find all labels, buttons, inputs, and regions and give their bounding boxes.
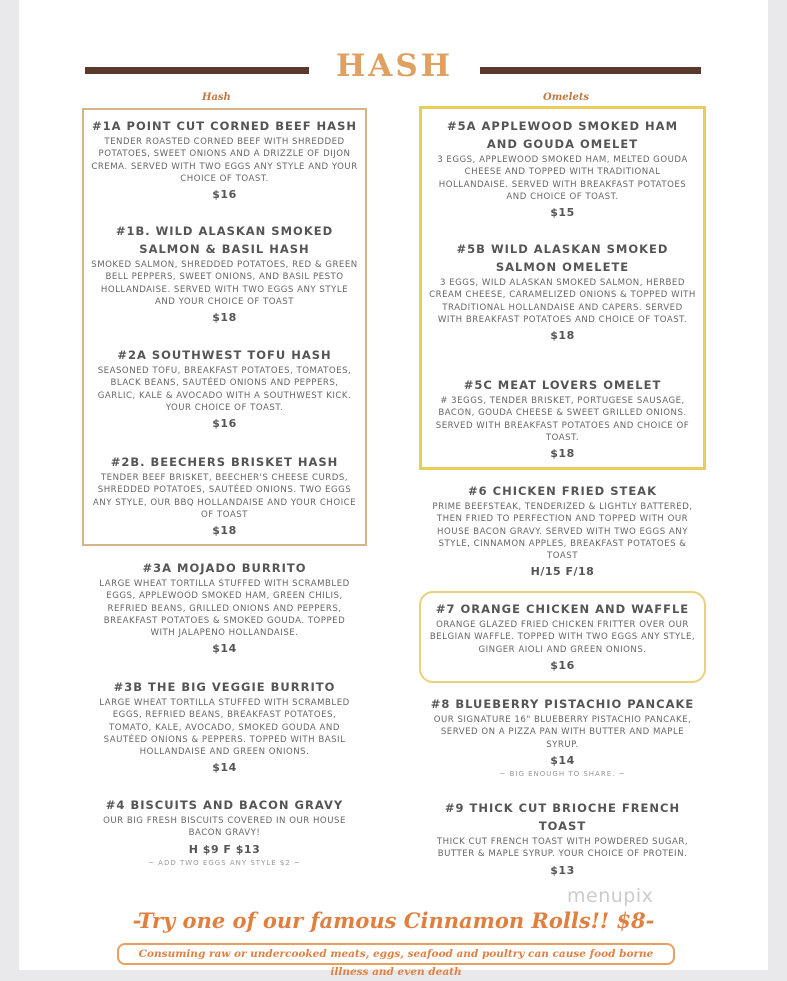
menu-item-8 [429,695,696,778]
item-price: $14 [550,753,575,767]
item-name: #1B. WILD ALASKAN SMOKED SALMON & BASIL HASH [115,224,334,256]
item-note: ~ ADD TWO EGGS ANY STYLE $2 ~ [148,858,301,867]
item-price: $13 [550,863,575,877]
omelets-column-label: Omelets [543,92,590,103]
item-name: #4 BISCUITS AND BACON GRAVY [105,798,344,812]
hash-column-label: Hash [202,92,231,103]
item-name: #8 BLUEBERRY PISTACHIO PANCAKE [430,697,695,711]
item-price: $18 [212,524,237,538]
header-rule-left [85,67,309,74]
item-description: SEASONED TOFU, BREAKFAST POTATOES, TOMATOES, BLACK BEANS, SAUTÉED ONIONS AND PEPPERS, GARLIC, KALE & AVOCADO WITH A SOUTHWEST KICK. YOUR CHOICE OF TOAST. [97,366,352,413]
item-description: LARGE WHEAT TORTILLA STUFFED WITH SCRAMBLED EGGS, REFRIED BEANS, BREAKFAST POTATOES, TOMATO, KALE, AVOCADO, SMOKED GOUDA AND SAUTÉED ONIONS & PEPPERS. TOPPED WITH BASIL HOLLANDAISE AND GREEN ONIONS. [99,698,350,758]
item-price: $18 [212,311,237,325]
menu-item-2b [91,453,358,537]
item-name: #5C MEAT LOVERS OMELET [463,378,662,392]
item-description: TENDER BEEF BRISKET, BEECHER'S CHEESE CURDS, SHREDDED POTATOES, SAUTÉED ONIONS. TWO EGGS ANY STYLE, OUR BBQ HOLLANDAISE AND YOUR CHOICE OF TOAST [92,473,357,520]
header-rule-right [480,67,701,74]
item-description: THICK CUT FRENCH TOAST WITH POWDERED SUGAR, BUTTER & MAPLE SYRUP. YOUR CHOICE OF PROTEIN. [436,837,689,860]
item-description: OUR SIGNATURE 16" BLUEBERRY PISTACHIO PANCAKE, SERVED ON A PIZZA PAN WITH BUTTER AND MAPLE SYRUP. [433,715,692,750]
menu-item-5a [429,117,696,219]
item-price: $18 [550,447,575,461]
item-price: $18 [550,329,575,343]
menu-page [19,0,768,978]
item-name: #3A MOJADO BURRITO [142,561,307,575]
menu-item-4 [91,796,358,867]
item-description: LARGE WHEAT TORTILLA STUFFED WITH SCRAMBLED EGGS, APPLEWOOD SMOKED HAM, GREEN CHILIS, REFRIED BEANS, GRILLED ONIONS AND PEPPERS, BREAKFAST POTATOES & SMOKED GOUDA. TOPPED WITH JALAPENO HOLLANDAISE. [99,579,350,639]
menu-title: HASH [335,48,454,84]
cinnamon-roll-promo: -Try one of our famous Cinnamon Rolls!! $8- [132,908,655,933]
menu-item-5c [429,376,696,460]
item-description: 3 EGGS, WILD ALASKAN SMOKED SALMON, HERBED CREAM CHEESE, CARAMELIZED ONIONS & TOPPED WITH TRADITIONAL HOLLANDAISE AND CAPERS. SERVED WITH BREAKFAST POTATOES AND CHOICE OF TOAST. [429,278,696,325]
item-price: $16 [212,417,237,431]
item-price: H/15 F/18 [530,565,595,579]
menu-header [19,48,768,88]
menu-item-1b [91,222,358,324]
item-price: $14 [212,761,237,775]
item-name: #1A POINT CUT CORNED BEEF HASH [92,119,357,133]
item-description: # 3EGGS, TENDER BRISKET, PORTUGESE SAUSAGE, BACON, GOUDA CHEESE & SWEET GRILLED ONIONS. SERVED WITH BREAKFAST POTATOES AND CHOICE OF TOAST. [435,396,690,443]
item-name: #9 THICK CUT BRIOCHE FRENCH TOAST [444,801,681,833]
item-description: 3 EGGS, APPLEWOOD SMOKED HAM, MELTED GOUDA CHEESE AND TOPPED WITH TRADITIONAL HOLLANDAISE. SERVED WITH BREAKFAST POTATOES AND CHOICE OF TOAST. [437,155,688,202]
item-description: TENDER ROASTED CORNED BEEF WITH SHREDDED POTATOES, SWEET ONIONS AND A DRIZZLE OF DIJON CREMA. SERVED WITH TWO EGGS ANY STYLE AND YOUR CHOICE OF TOAST. [91,137,358,184]
menu-item-6 [429,482,696,578]
item-name: #2B. BEECHERS BRISKET HASH [110,455,339,469]
item-price: $16 [550,658,575,672]
item-name: #5A APPLEWOOD SMOKED HAM AND GOUDA OMELET [446,119,679,151]
item-description: OUR BIG FRESH BISCUITS COVERED IN OUR HOUSE BACON GRAVY! [103,816,346,839]
menu-item-3b [91,678,358,774]
menu-item-5b [429,240,696,342]
item-price: $15 [550,206,575,220]
item-description: SMOKED SALMON, SHREDDED POTATOES, RED & GREEN BELL PEPPERS, SWEET ONIONS, AND BASIL PESTO HOLLANDAISE. SERVED WITH TWO EGGS ANY STYLE AND YOUR CHOICE OF TOAST [91,260,358,307]
menu-item-2a [91,346,358,430]
item-name: #5B WILD ALASKAN SMOKED SALMON OMELETE [456,242,669,274]
menu-item-9 [429,799,696,877]
food-safety-disclaimer: Consuming raw or undercooked meats, eggs, seafood and poultry can cause food borne illness and even death [117,943,675,965]
item-name: #2A SOUTHWEST TOFU HASH [117,348,332,362]
item-name: #3B THE BIG VEGGIE BURRITO [113,680,336,694]
item-price: $14 [212,642,237,656]
item-price: H $9 F $13 [188,842,261,856]
menu-item-3a [91,559,358,655]
item-name: #7 ORANGE CHICKEN AND WAFFLE [435,602,690,616]
watermark-logo: menupix [567,885,654,907]
item-name: #6 CHICKEN FRIED STEAK [467,484,657,498]
menu-item-1a [91,117,358,201]
item-description: PRIME BEEFSTEAK, TENDERIZED & LIGHTLY BATTERED, THEN FRIED TO PERFECTION AND TOPPED WITH OUR HOUSE BACON GRAVY. SERVED WITH TWO EGGS ANY STYLE, CINNAMON APPLES, BREAKFAST POTATOES & TOAST [432,502,693,562]
item-price: $16 [212,188,237,202]
item-note: ~ BIG ENOUGH TO SHARE. ~ [499,769,626,778]
item-description: ORANGE GLAZED FRIED CHICKEN FRITTER OVER OUR BELGIAN WAFFLE. TOPPED WITH TWO EGGS ANY STYLE, GINGER AIOLI AND GREEN ONIONS. [429,620,696,655]
menu-item-7 [429,600,696,672]
